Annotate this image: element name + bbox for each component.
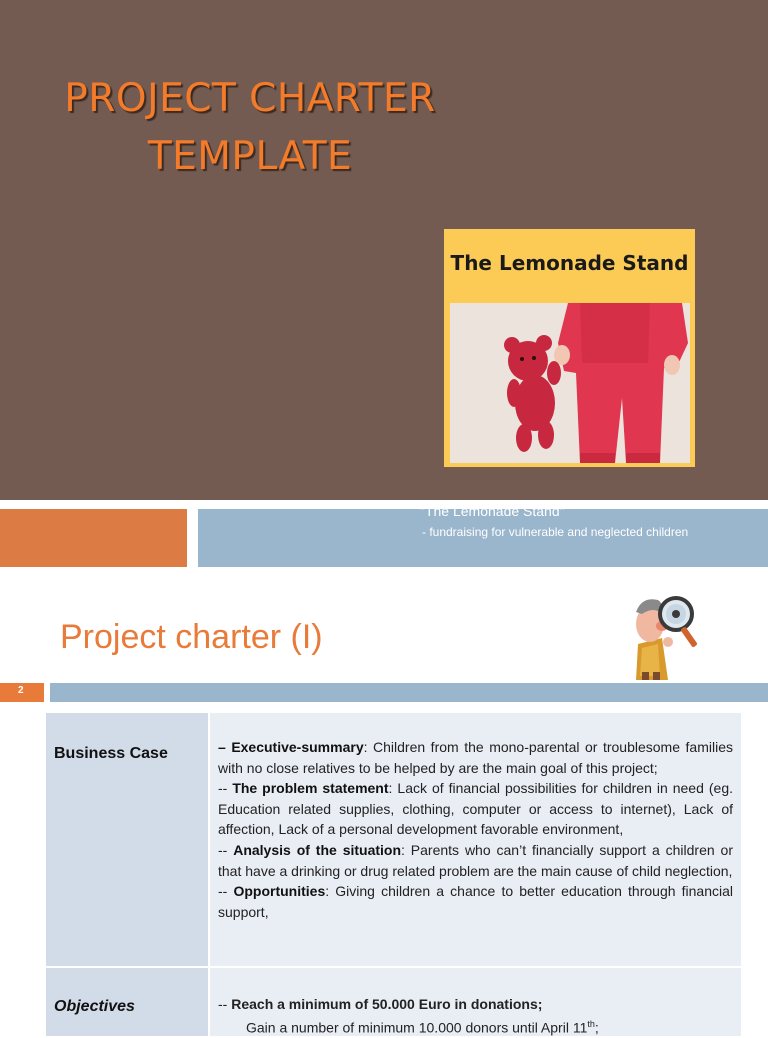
subtitle: "The Lemonade Stand" bbox=[420, 503, 565, 519]
analysis-label: Analysis of the situation bbox=[233, 841, 402, 858]
title-line-2: TEMPLATE bbox=[147, 134, 353, 179]
executive-summary-label: Executive-summary bbox=[231, 739, 364, 755]
page-number: 2 bbox=[18, 685, 24, 696]
executive-summary-paragraph: – Executive-summary: Children from the mono-parental or troublesome families with no close relatives to be helped by are the main goal of this project; bbox=[218, 739, 733, 776]
opportunities-label: Opportunities bbox=[233, 883, 326, 900]
business-case-content bbox=[218, 737, 733, 922]
problem-statement-label: The problem statement bbox=[232, 780, 389, 797]
business-case-label: Business Case bbox=[54, 745, 168, 762]
title-line-1: PROJECT CHARTER bbox=[64, 76, 436, 121]
row-label-cell bbox=[46, 966, 210, 1036]
child-teddy-bear-photo bbox=[450, 303, 690, 463]
objectives-label: Objectives bbox=[54, 998, 135, 1015]
opportunities-paragraph: -- Opportunities: Giving children a chance to better education through financial support, bbox=[218, 883, 734, 920]
slide-title: Project charter (I) bbox=[60, 618, 323, 656]
header-divider-bar bbox=[50, 683, 768, 702]
analysis-paragraph: -- Analysis of the situation: Parents who can’t financially support a children or that have a drinking or drug related problem are the main cause of child neglection, bbox=[218, 841, 733, 879]
objectives-content bbox=[218, 994, 599, 1038]
row-content-cell bbox=[210, 713, 741, 966]
card-title: The Lemonade Stand bbox=[450, 251, 689, 275]
table-row bbox=[46, 966, 741, 1036]
photo-illustration bbox=[450, 303, 690, 463]
problem-statement-paragraph: -- The problem statement: Lack of financial possibilities for children in need (eg. Education related supplies, clothing, computer or access to internet), Lack of affection, Lack of a personal development favorable environment, bbox=[218, 780, 733, 838]
detective-magnifier-icon bbox=[628, 586, 704, 680]
row-label-cell bbox=[46, 713, 210, 966]
charter-table bbox=[46, 713, 741, 1036]
objective-item: -- Reach a minimum of 50.000 Euro in donations; bbox=[218, 996, 543, 1012]
row-content-cell bbox=[210, 966, 741, 1036]
lemonade-stand-card bbox=[444, 229, 695, 467]
objective-item: Gain a number of minimum 10.000 donors until April 11th; bbox=[246, 1019, 599, 1036]
page-title bbox=[30, 70, 470, 186]
table-row bbox=[46, 713, 741, 966]
subtitle-description: - fundraising for vulnerable and neglected children bbox=[422, 525, 689, 539]
slide-project-charter bbox=[0, 568, 768, 1036]
orange-accent-bar bbox=[0, 509, 187, 567]
